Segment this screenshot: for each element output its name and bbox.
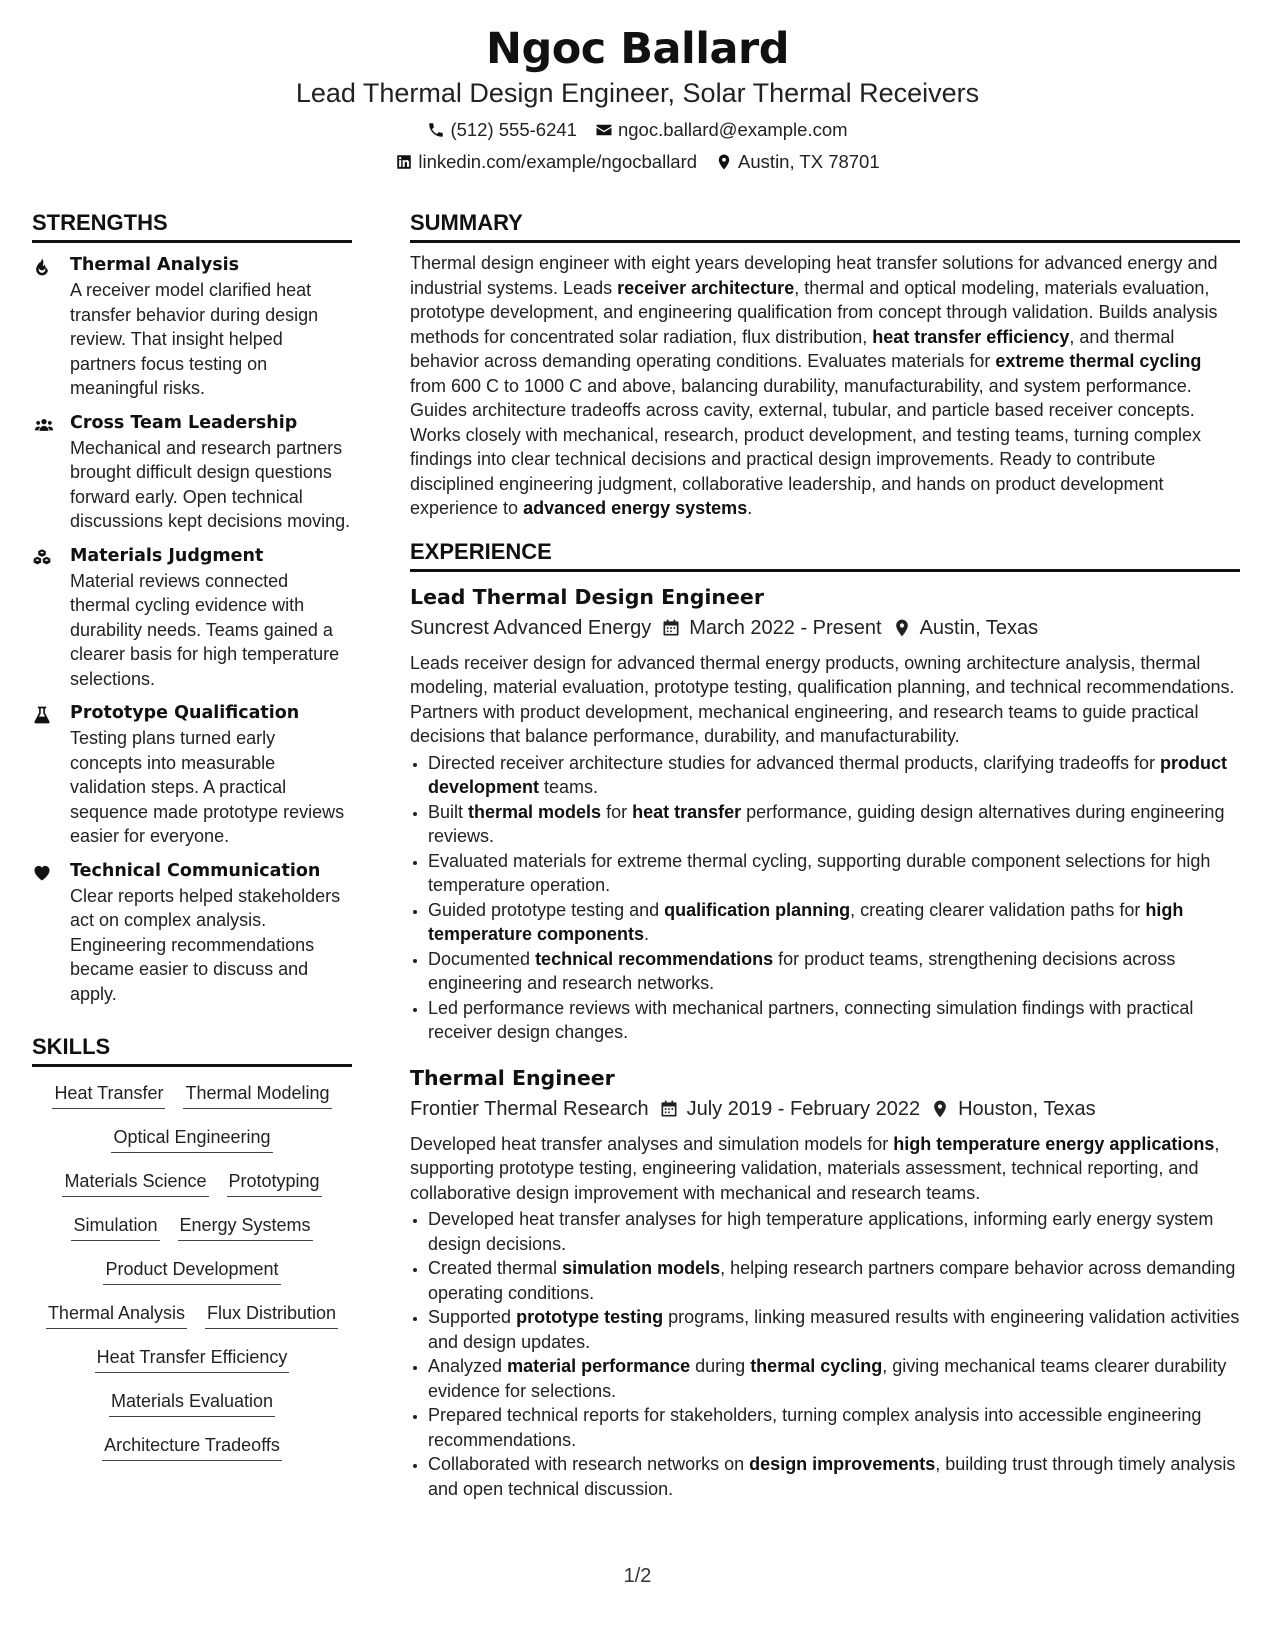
- resume-header: [0, 22, 1275, 174]
- strength-item: [32, 701, 352, 849]
- email-link[interactable]: ngoc.ballard@example.com: [617, 119, 848, 140]
- experience-section: [410, 535, 1240, 1502]
- calendar-icon: [661, 618, 681, 638]
- phone-icon: [427, 121, 445, 139]
- job-entry: [410, 582, 1240, 1045]
- bullet-item: • Guided prototype testing and qualification planning, creating clearer validation paths for high temperature components.: [428, 898, 1240, 947]
- bullet-item: • Prepared technical reports for stakeholders, turning complex analysis into accessible engineering recommendations.: [428, 1403, 1240, 1452]
- map-pin-icon: [715, 153, 733, 171]
- job-description: Leads receiver design for advanced thermal energy products, owning architecture analysis, thermal modeling, material evaluation, prototype testing, qualification planning, and technical recommendations. Partners with product development, mechanical engineering, and research teams to guide practical decisions that balance performance, durability, and manufacturability.: [410, 652, 1235, 746]
- linkedin-icon: [395, 153, 413, 171]
- bullet-item: • Collaborated with research networks on design improvements, building trust through timely analysis and open technical discussion.: [428, 1452, 1240, 1501]
- page-number: 1/2: [623, 1565, 652, 1587]
- job-meta: [410, 613, 1240, 643]
- cubes-icon: [32, 548, 52, 568]
- strength-title: Cross Team Leadership: [70, 412, 298, 433]
- company-name: Suncrest Advanced Energy: [410, 616, 652, 639]
- bullet-item: • Created thermal simulation models, helping research partners compare behavior across demanding operating conditions.: [428, 1256, 1240, 1305]
- candidate-name: Ngoc Ballard: [485, 24, 790, 74]
- strength-item: [32, 859, 352, 1007]
- bullet-item: • Evaluated materials for extreme thermal cycling, supporting durable component selections for high temperature operation.: [428, 849, 1240, 898]
- bullet-item: • Documented technical recommendations for product teams, strengthening decisions across engineering and research networks.: [428, 947, 1240, 996]
- skill-tag: Architecture Tradeoffs: [102, 1433, 282, 1461]
- contact-row-1: [0, 118, 1275, 142]
- left-column: [32, 206, 352, 1467]
- skill-tag: Materials Science: [62, 1169, 208, 1197]
- job-location: [892, 613, 1039, 643]
- job-location-text: Austin, Texas: [919, 616, 1039, 639]
- skill-tag: Heat Transfer Efficiency: [95, 1345, 290, 1373]
- summary-text: Thermal design engineer with eight years developing heat transfer solutions for advanced energy and industrial systems. Leads receiver architecture, thermal and optical modeling, materials evaluation, prototype development, and engineering qualification from concept through validation. Builds analysis methods for concentrated solar radiation, flux distribution, heat transfer efficiency, and thermal behavior across demanding operating conditions. Evaluates materials for extreme thermal cycling from 600 C to 1000 C and above, balancing durability, manufacturability, and system performance. Guides architecture tradeoffs across cavity, external, tubular, and particle based receiver concepts. Works closely with mechanical, research, product development, and testing teams, turning complex findings into clear technical decisions and practical design improvements. Ready to contribute disciplined engineering judgment, collaborative leadership, and hands on product development experience to advanced energy systems.: [410, 253, 1218, 518]
- location-text: Austin, TX 78701: [738, 151, 880, 172]
- skills-heading: SKILLS: [32, 1030, 352, 1067]
- users-icon: [32, 415, 56, 435]
- bullet-item: • Led performance reviews with mechanical partners, connecting simulation findings with practical receiver design changes.: [428, 996, 1240, 1045]
- strength-text: Mechanical and research partners brought difficult design questions forward early. Open technical discussions kept decisions moving.: [70, 437, 351, 531]
- skill-tag: Thermal Modeling: [183, 1081, 331, 1109]
- strength-title: Technical Communication: [70, 860, 321, 881]
- strength-item: [32, 544, 352, 692]
- bullet-item: • Developed heat transfer analyses for high temperature applications, informing early energy system design decisions.: [428, 1207, 1240, 1256]
- job-description: Developed heat transfer analyses and simulation models for high temperature energy applications, supporting prototype testing, engineering validation, materials assessment, technical reporting, and collaborative design improvement with mechanical and research teams.: [410, 1133, 1220, 1203]
- skills-section: [32, 1030, 352, 1467]
- strength-text: Clear reports helped stakeholders act on complex analysis. Engineering recommendations became easier to discuss and apply.: [70, 885, 341, 1004]
- job-entry: [410, 1063, 1240, 1502]
- strengths-heading: STRENGTHS: [32, 206, 352, 243]
- job-dates: [659, 1094, 920, 1124]
- map-pin-icon: [930, 1099, 950, 1119]
- job-dates: [661, 613, 881, 643]
- bullet-item: • Directed receiver architecture studies for advanced thermal products, clarifying tradeoffs for product development teams.: [428, 751, 1240, 800]
- right-column: [410, 206, 1240, 1501]
- phone-text: (512) 555-6241: [450, 119, 577, 140]
- strength-title: Materials Judgment: [70, 545, 264, 566]
- skill-tag: Simulation: [71, 1213, 159, 1241]
- company-name: Frontier Thermal Research: [410, 1097, 649, 1120]
- strength-item: [32, 411, 352, 534]
- strength-title: Prototype Qualification: [70, 703, 300, 723]
- contact-email[interactable]: [595, 118, 848, 142]
- linkedin-link[interactable]: linkedin.com/example/ngocballard: [418, 151, 698, 172]
- skill-tag: Product Development: [103, 1257, 280, 1285]
- skill-tag: Optical Engineering: [111, 1125, 272, 1153]
- contact-row-2: [0, 150, 1275, 174]
- skill-tag: Thermal Analysis: [46, 1301, 187, 1329]
- job-title: Lead Thermal Design Engineer: [410, 584, 764, 609]
- calendar-icon: [659, 1099, 679, 1119]
- skill-tag: Prototyping: [227, 1169, 322, 1197]
- strength-item: [32, 253, 352, 401]
- strength-text: A receiver model clarified heat transfer behavior during design review. That insight helped partners focus testing on meaningful risks.: [70, 280, 319, 398]
- skill-tag: Heat Transfer: [52, 1081, 165, 1109]
- job-dates-text: March 2022 - Present: [689, 616, 882, 639]
- summary-heading: SUMMARY: [410, 206, 1240, 243]
- flame-icon: [32, 257, 52, 277]
- job-bullets: [410, 1207, 1240, 1501]
- skill-tag: Materials Evaluation: [109, 1389, 275, 1417]
- bullet-item: • Analyzed material performance during thermal cycling, giving mechanical teams clearer durability evidence for selections.: [428, 1354, 1240, 1403]
- strength-text: Material reviews connected thermal cycling evidence with durability needs. Teams gained a clearer basis for high temperature selections.: [70, 570, 340, 689]
- skill-tag: Energy Systems: [178, 1213, 313, 1241]
- contact-linkedin[interactable]: [395, 150, 697, 174]
- contact-phone: [427, 118, 577, 142]
- job-bullets: [410, 751, 1240, 1045]
- flask-icon: [32, 705, 52, 725]
- strength-title: Thermal Analysis: [70, 255, 240, 275]
- envelope-icon: [595, 121, 613, 139]
- skill-tag: Flux Distribution: [205, 1301, 338, 1329]
- strengths-list: [32, 253, 352, 1006]
- bullet-item: • Supported prototype testing programs, linking measured results with engineering validation activities and design updates.: [428, 1305, 1240, 1354]
- job-dates-text: July 2019 - February 2022: [686, 1097, 921, 1120]
- bullet-item: • Built thermal models for heat transfer performance, guiding design alternatives during engineering reviews.: [428, 800, 1240, 849]
- job-meta: [410, 1094, 1240, 1124]
- map-pin-icon: [892, 618, 912, 638]
- skills-list: [32, 1075, 352, 1467]
- candidate-title: Lead Thermal Design Engineer, Solar Thermal Receivers: [295, 78, 980, 108]
- job-location: [930, 1094, 1096, 1124]
- strength-text: Testing plans turned early concepts into measurable validation steps. A practical sequence made prototype reviews easier for everyone.: [70, 728, 345, 846]
- contact-location: [715, 150, 880, 174]
- job-title: Thermal Engineer: [410, 1065, 615, 1090]
- heart-icon: [32, 863, 52, 883]
- experience-heading: EXPERIENCE: [410, 535, 1240, 572]
- job-location-text: Houston, Texas: [958, 1097, 1096, 1120]
